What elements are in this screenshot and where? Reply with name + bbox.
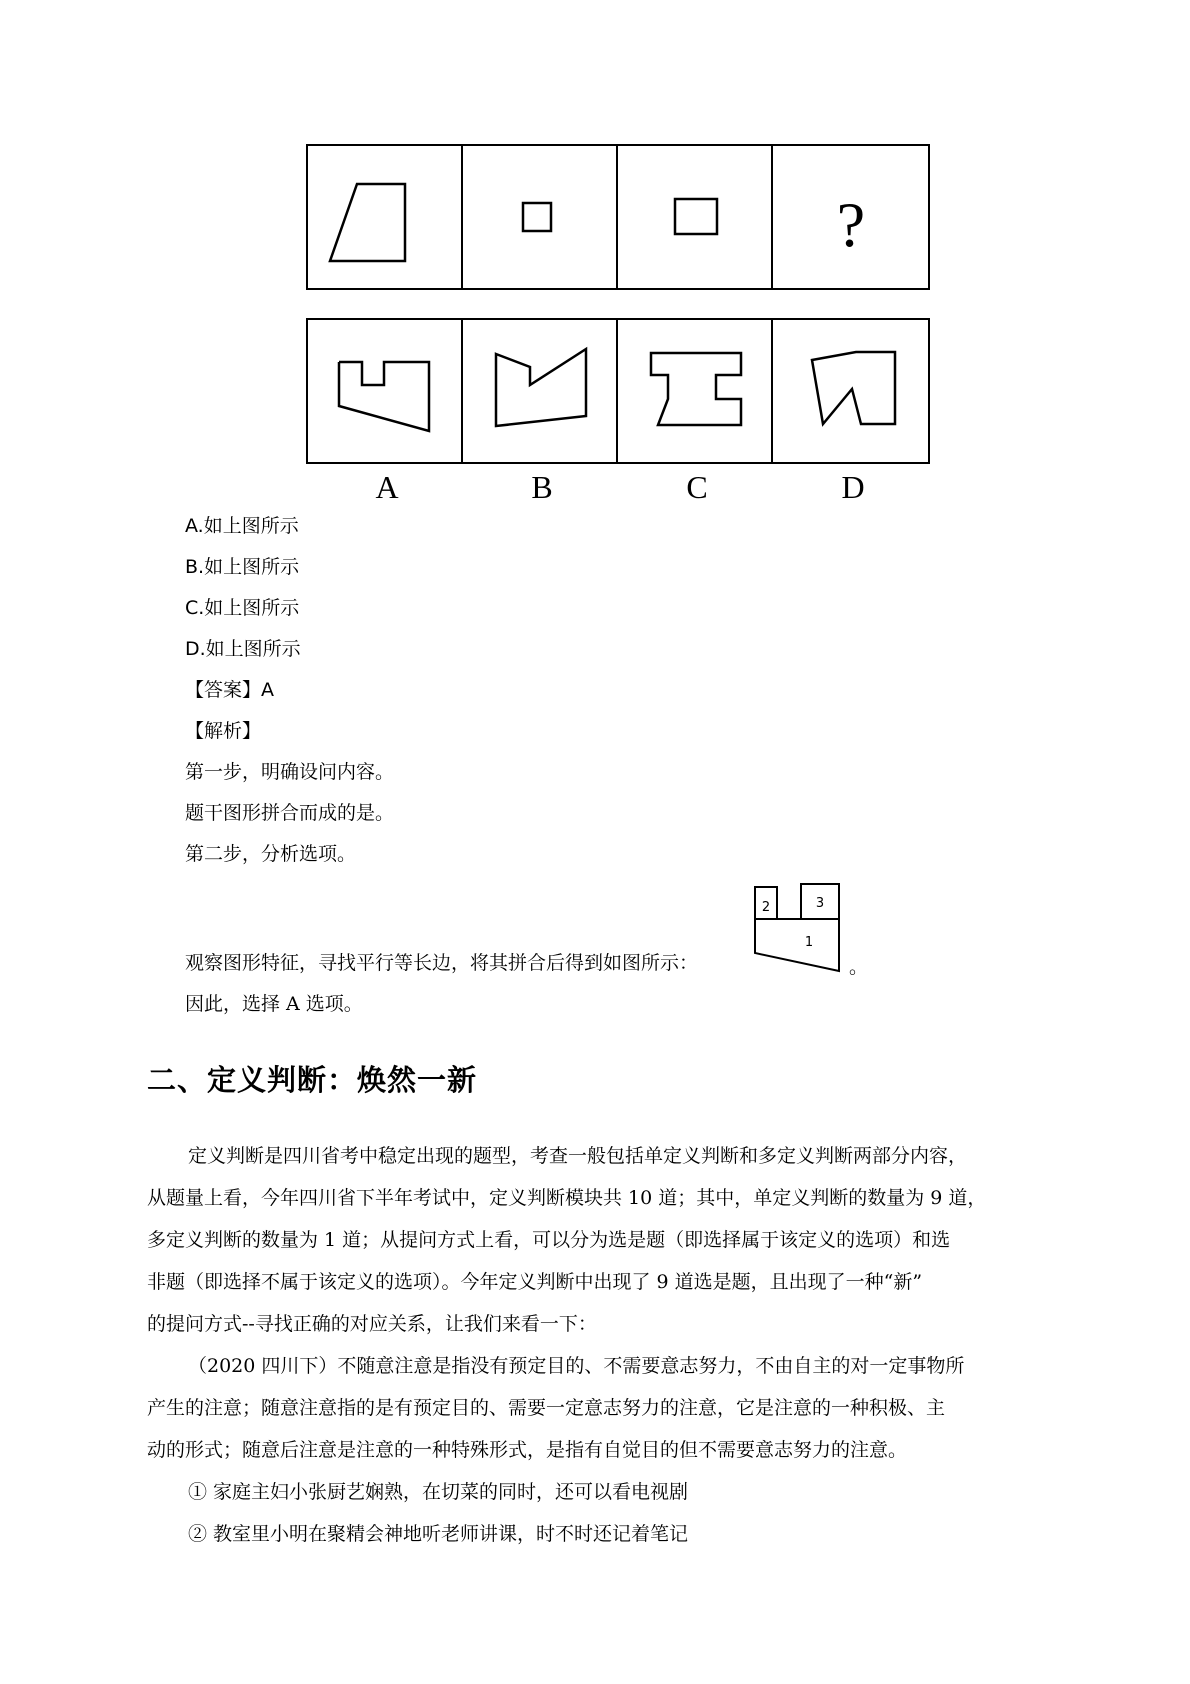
analysis-conclusion: 因此，选择 A 选项。 [185, 993, 363, 1015]
answer: 【答案】A [185, 679, 274, 701]
analysis-label: 【解析】 [185, 720, 262, 742]
analysis-step-1-detail: 题干图形拼合而成的是。 [185, 802, 395, 824]
option-a-shape [339, 362, 429, 431]
paragraph-line-2: 从题量上看，今年四川省下半年考试中，定义判断模块共 10 道；其中，单定义判断的数量为 9 道， [147, 1187, 987, 1209]
option-b-shape [496, 349, 586, 426]
medium-square-shape [675, 199, 717, 234]
option-a: A.如上图所示 [185, 515, 299, 537]
option-label-b: B [531, 469, 553, 504]
option-d: D.如上图所示 [185, 638, 301, 660]
option-c: C.如上图所示 [185, 597, 300, 619]
item-1: ① 家庭主妇小张厨艺娴熟，在切菜的同时，还可以看电视剧 [188, 1481, 689, 1503]
analysis-observation: 观察图形特征，寻找平行等长边，将其拼合后得到如图所示： [185, 952, 699, 974]
question-row [307, 145, 929, 289]
trapezoid-shape [330, 184, 405, 261]
question-line-1: （2020 四川下）不随意注意是指没有预定目的、不需要意志努力，不由自主的对一定事物所 [188, 1355, 965, 1377]
piece-label-3: 3 [815, 896, 825, 911]
option-label-d: D [841, 469, 865, 504]
option-label-a: A [375, 469, 399, 504]
option-label-c: C [686, 469, 708, 504]
question-line-3: 动的形式；随意后注意是注意的一种特殊形式，是指有自觉目的但不需要意志努力的注意。 [147, 1439, 908, 1461]
small-square-shape [523, 203, 551, 231]
paragraph-line-3: 多定义判断的数量为 1 道；从提问方式上看，可以分为选是题（即选择属于该定义的选项）和选 [147, 1229, 951, 1251]
assembled-figure [753, 883, 853, 973]
figure-period: 。 [849, 956, 869, 978]
analysis-step-2: 第二步，分析选项。 [185, 843, 357, 865]
item-2: ② 教室里小明在聚精会神地听老师讲课，时不时还记着笔记 [188, 1523, 689, 1545]
paragraph-line-1: 定义判断是四川省考中稳定出现的题型，考查一般包括单定义判断和多定义判断两部分内容， [188, 1145, 968, 1167]
section-heading: 二、定义判断：焕然一新 [147, 1063, 478, 1097]
piece-label-1: 1 [804, 935, 814, 950]
paragraph-line-4: 非题（即选择不属于该定义的选项）。今年定义判断中出现了 9 道选是题，且出现了一种“新” [147, 1271, 923, 1293]
question-mark: ? [836, 189, 866, 260]
puzzle-figure [306, 144, 931, 504]
paragraph-line-5: 的提问方式--寻找正确的对应关系，让我们来看一下： [147, 1313, 597, 1335]
options-row [307, 319, 929, 463]
option-b: B.如上图所示 [185, 556, 300, 578]
option-c-shape [651, 353, 741, 425]
piece-label-2: 2 [761, 900, 771, 915]
option-d-shape [812, 352, 895, 424]
question-line-2: 产生的注意；随意注意指的是有预定目的、需要一定意志努力的注意，它是注意的一种积极、主 [147, 1397, 946, 1419]
analysis-step-1: 第一步，明确设问内容。 [185, 761, 395, 783]
